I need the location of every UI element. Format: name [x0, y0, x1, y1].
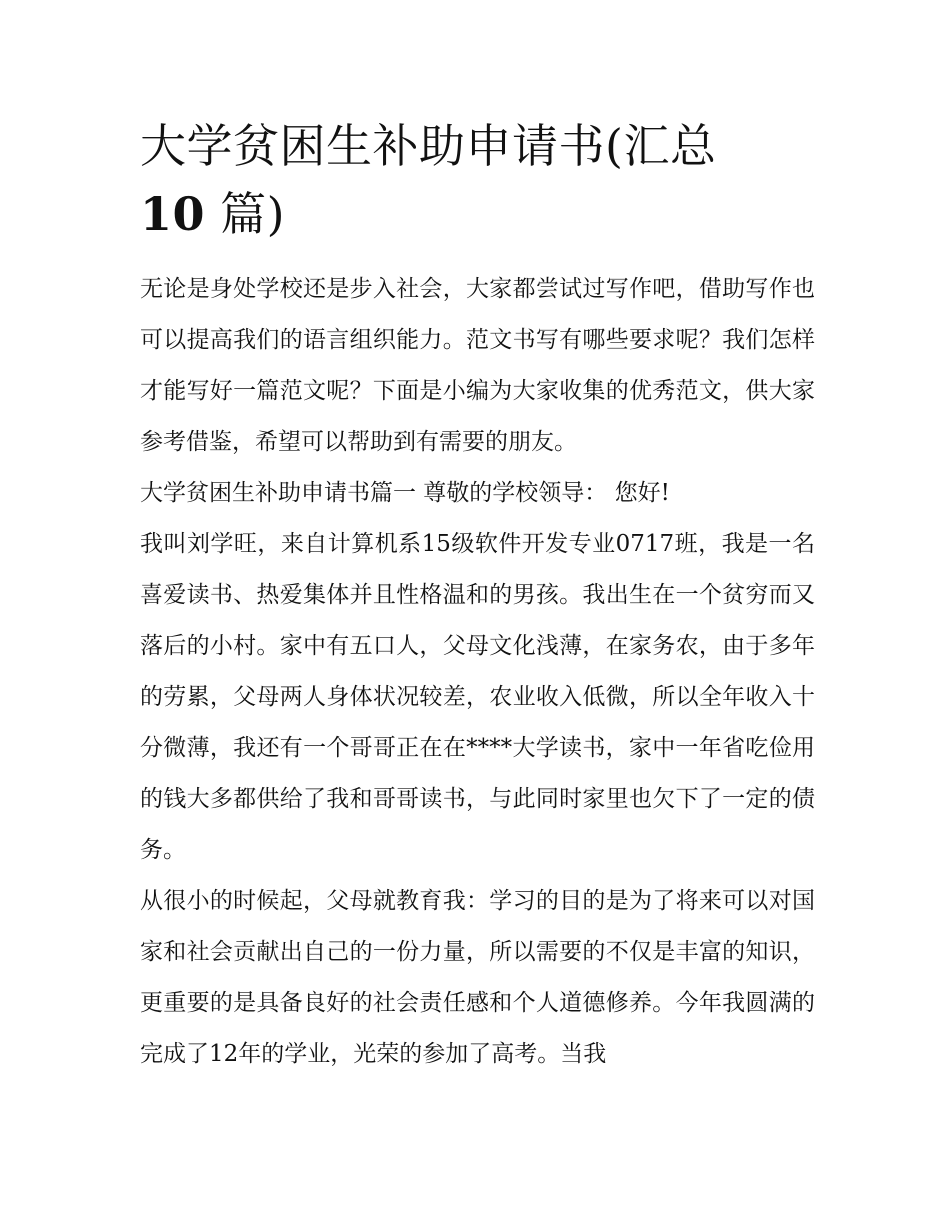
title-text-main: 大学贫困生补助申请书(汇总: [140, 119, 717, 173]
section-heading-salutation: 大学贫困生补助申请书篇一 尊敬的学校领导： 您好!: [140, 480, 670, 506]
intro-paragraph: 无论是身处学校还是步入社会，大家都尝试过写作吧，借助写作也可以提高我们的语言组织能力。范文书写有哪些要求呢？我们怎样才能写好一篇范文呢？下面是小编为大家收集的优秀范文，供大家参考借鉴，希望可以帮助到有需要的朋友。: [140, 276, 815, 455]
title-text-end: 篇): [220, 187, 286, 241]
document-page: [140, 112, 815, 1080]
document-body: [140, 264, 815, 1080]
body-paragraph-education: 从很小的时候起，父母就教育我：学习的目的是为了将来可以对国家和社会贡献出自己的一份力量，所以需要的不仅是丰富的知识，更重要的是具备良好的社会责任感和个人道德修养。今年我圆满的完成了12年的学业，光荣的参加了高考。当我: [140, 888, 815, 1067]
body-paragraph-family: 我叫刘学旺，来自计算机系15级软件开发专业0717班，我是一名喜爱读书、热爱集体并且性格温和的男孩。我出生在一个贫穷而又落后的小村。家中有五口人，父母文化浅薄，在家务农，由于多年的劳累，父母两人身体状况较差，农业收入低微，所以全年收入十分微薄，我还有一个哥哥正在在****大学读书，家中一年省吃俭用的钱大多都供给了我和哥哥读书，与此同时家里也欠下了一定的债务。: [140, 531, 815, 863]
title-number: 10: [140, 187, 206, 241]
document-title: [140, 112, 815, 248]
